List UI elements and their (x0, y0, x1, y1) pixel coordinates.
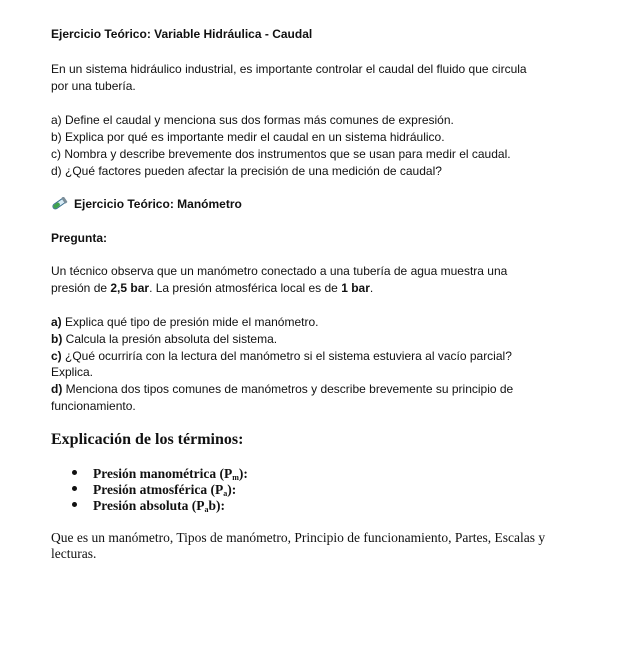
term-label: Presión manométrica (P (93, 466, 233, 481)
exercise-1-intro-line-1: En un sistema hidráulico industrial, es importante controlar el caudal del fluido que circula (51, 62, 527, 76)
exercise-2-title-row (51, 196, 242, 213)
exercise-2-question-d-line-2: funcionamiento. (51, 399, 136, 413)
exercise-1-question-d: d) ¿Qué factores pueden afectar la precisión de una medición de caudal? (51, 164, 442, 178)
question-letter: c) (51, 349, 62, 363)
question-text: Menciona dos tipos comunes de manómetros y describe brevemente su principio de (62, 382, 514, 396)
exercise-1-question-c: c) Nombra y describe brevemente dos instrumentos que se usan para medir el caudal. (51, 147, 511, 161)
term-subscript: a (204, 505, 209, 514)
term-end: ): (216, 498, 226, 513)
exercise-2-question-c-line-2: Explica. (51, 365, 94, 379)
exercise-2-question-c-line-1 (51, 348, 512, 365)
question-text: ¿Qué ocurriría con la lectura del manómetro si el sistema estuviera al vacío parcial? (61, 349, 512, 363)
term-end: ): (238, 466, 248, 481)
test-tube-icon (51, 197, 68, 210)
term-mid: b (208, 498, 217, 513)
question-text: Explica qué tipo de presión mide el manómetro. (61, 315, 319, 329)
question-letter: d) (51, 382, 63, 396)
term-end: ): (227, 482, 237, 497)
exercise-1-question-a: a) Define el caudal y menciona sus dos formas más comunes de expresión. (51, 113, 454, 127)
term-label: Presión absoluta (P (93, 498, 205, 513)
term-item-absolute-pressure (72, 498, 225, 518)
term-subscript: m (232, 473, 239, 482)
exercise-2-problem-line-2 (51, 280, 373, 297)
problem-text: presión de (51, 281, 111, 295)
exercise-1-question-b: b) Explica por qué es importante medir el caudal en un sistema hidráulico. (51, 130, 445, 144)
gauge-pressure-value: 2,5 bar (110, 281, 150, 295)
atmospheric-pressure-value: 1 bar (341, 281, 370, 295)
exercise-2-title: Ejercicio Teórico: Manómetro (74, 197, 242, 211)
exercise-2-problem-line-1: Un técnico observa que un manómetro conectado a una tubería de agua muestra una (51, 264, 508, 278)
question-letter: b) (51, 332, 63, 346)
term-subscript: a (223, 489, 228, 498)
term-label: Presión atmosférica (P (93, 482, 224, 497)
exercise-2-question-d-line-1 (51, 381, 513, 398)
terms-heading: Explicación de los términos: (51, 431, 244, 448)
bullet-icon (72, 470, 77, 475)
bullet-icon (72, 502, 77, 507)
bullet-icon (72, 486, 77, 491)
question-label: Pregunta: (51, 231, 108, 245)
exercise-2-question-a (51, 314, 318, 331)
question-text: Calcula la presión absoluta del sistema. (62, 332, 278, 346)
problem-text: . (369, 281, 374, 295)
question-letter: a) (51, 315, 62, 329)
exercise-1-title: Ejercicio Teórico: Variable Hidráulica - Caudal (51, 27, 313, 41)
problem-text: . La presión atmosférica local es de (149, 281, 342, 295)
closing-line-2: lecturas. (51, 546, 97, 561)
closing-line-1: Que es un manómetro, Tipos de manómetro, Principio de funcionamiento, Partes, Escalas y (51, 530, 546, 545)
exercise-1-intro-line-2: por una tubería. (51, 79, 136, 93)
exercise-2-question-b (51, 331, 277, 348)
